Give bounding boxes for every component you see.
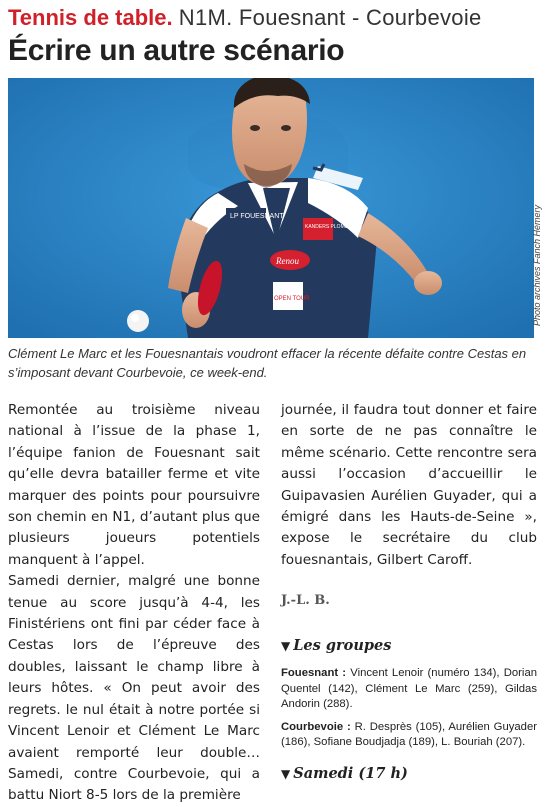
section-title-text: Les groupes [293,636,392,654]
group-players: Vincent Lenoir (numéro 134), Dorian Quentel (142), Clément Le Marc (259), Gildas Andorin (288). [281,667,538,711]
author-signature: J.-L. B. [281,593,330,609]
group-label: Fouesnant : [281,667,347,680]
shirt-text-plumber: KANDERS PLOMBERIE [305,224,360,230]
shirt-text-sponsor: Renou [276,256,299,266]
kicker [8,4,482,32]
rubric-label: Tennis de table. [8,5,173,30]
group-fouesnant [281,666,537,713]
article-photo [8,78,534,338]
triangle-down-icon: ▼ [281,767,291,782]
triangle-down-icon: ▼ [281,638,291,653]
section-title-text: Samedi (17 h) [293,765,408,783]
article-paragraph: journée, il faudra tout donner et faire en sorte de ne pas connaître le même scénario. Cette rencontre sera aussi l’occasion d’accueillir le Guipavasien Aurélien Guyader, qui a émigré dans les Hauts-de-Seine », expose le secrétaire du club fouesnantais, Gilbert Caroff. [281,402,537,568]
section-title-groupes [281,635,537,657]
article-column-left [8,400,260,807]
article-paragraph: Samedi dernier, malgré une bonne tenue au score jusqu’à 4-4, les Finistériens ont fini par céder face à Cestas lors de l’épreuve des doubles, laissant le champ libre à leurs hôtes. « On peut avoir des regrets. le nul était à notre portée si Vincent Lenoir et Clément Le Marc avaient remporté leur double… Samedi, contre Courbevoie, qui a battu Niort 8-5 lors de la première [8,573,260,804]
match-label: N1M. Fouesnant - Courbevoie [178,5,482,30]
group-courbevoie [281,720,537,751]
group-players: R. Desprès (105), Aurélien Guyader (186), Sofiane Boudjadja (189), L. Bouriah (207). [281,720,537,749]
section-title-samedi [281,763,537,785]
article-paragraph: Remontée au troisième niveau national à l’issue de la phase 1, l’équipe fanion de Fouesnant sait qu’elle devra batailler ferme et vite marquer des points pour poursuivre son chemin en N1, d’autant plus que plusieurs joueurs potentiels manquent à l’appel. [8,402,260,568]
shirt-text-club: LP FOUESNANT [230,213,284,220]
article-column-right [281,400,537,785]
headline: Écrire un autre scénario [8,34,345,67]
photo-credit: Photo archives Fanch Hémery [532,204,542,326]
shirt-text-badge: OPEN TOUR [274,296,310,302]
table-tennis-player-photo [8,78,534,338]
photo-caption: Clément Le Marc et les Fouesnantais voudront effacer la récente défaite contre Cestas en s’imposant devant Courbevoie, ce week-end. [8,346,527,380]
group-label: Courbevoie : [281,720,351,733]
